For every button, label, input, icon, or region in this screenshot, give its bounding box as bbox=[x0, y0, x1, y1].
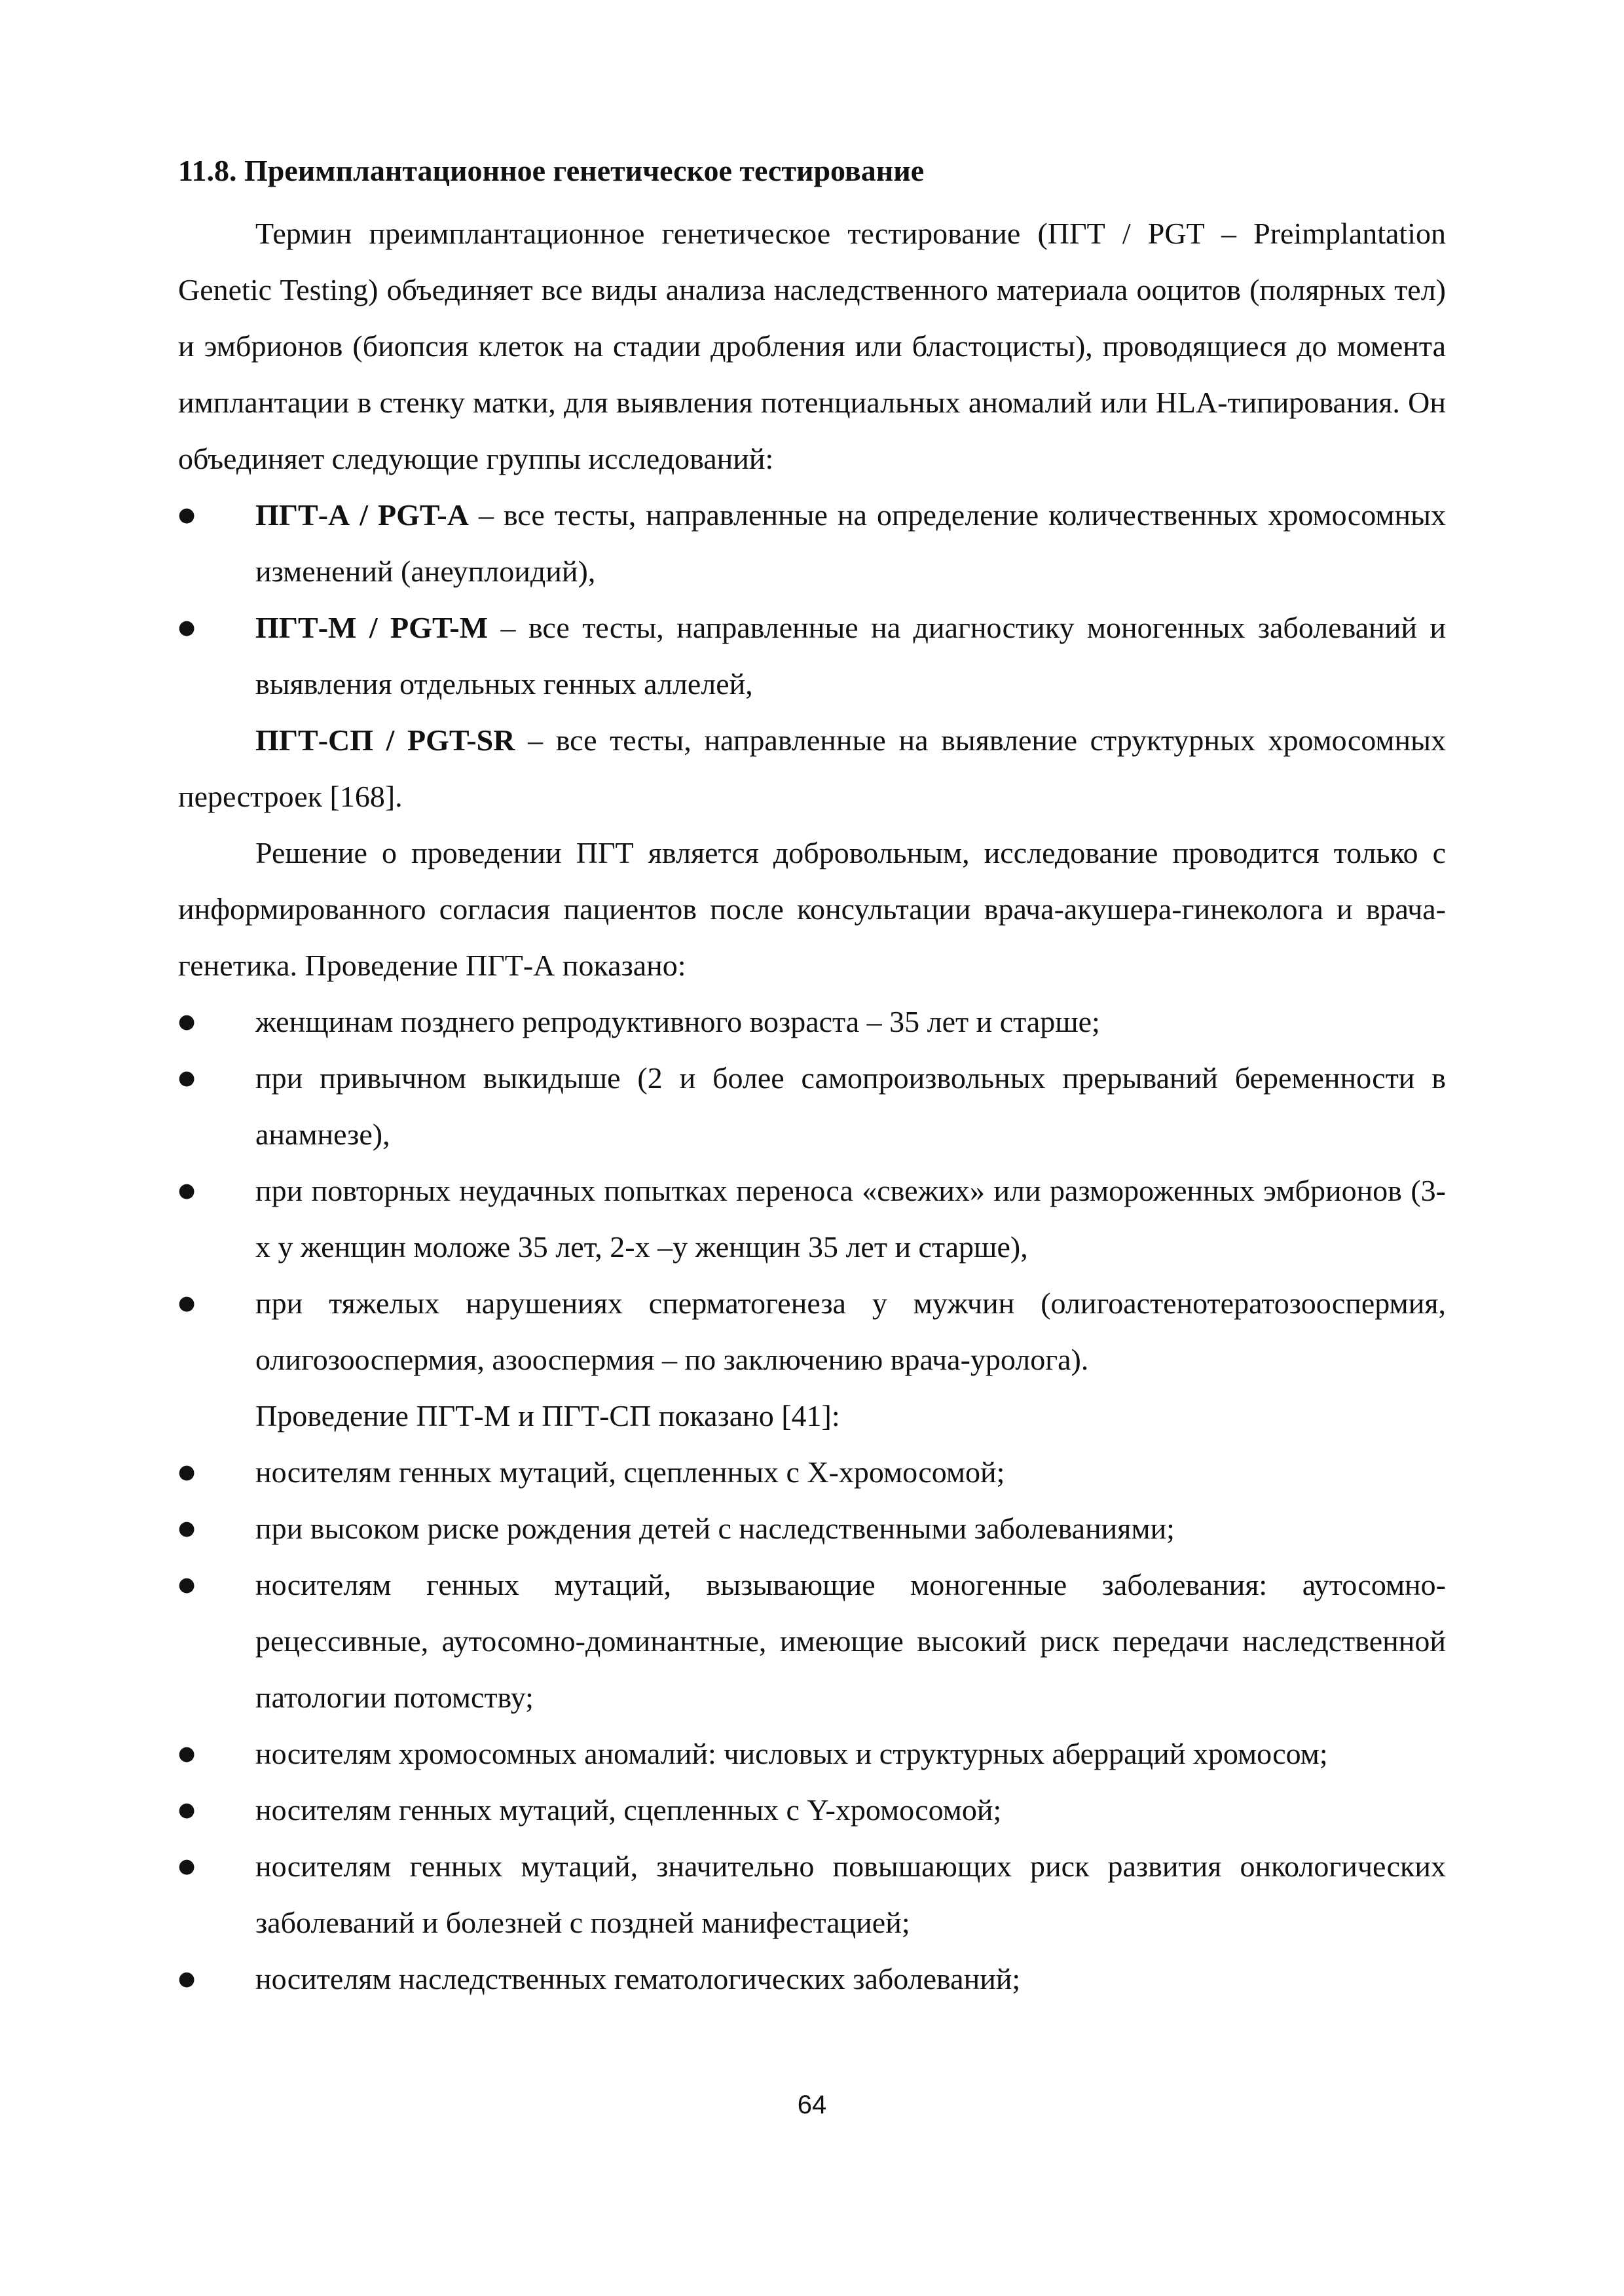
pgtm-indications-list bbox=[178, 1444, 1446, 2007]
list-item bbox=[178, 1782, 1446, 1838]
bullet-icon: ● bbox=[178, 1292, 196, 1315]
list-item bbox=[178, 1557, 1446, 1726]
list-item bbox=[178, 1838, 1446, 1951]
bullet-icon: ● bbox=[178, 1573, 196, 1596]
group-term: ПГТ-М / PGT-M bbox=[255, 611, 489, 644]
list-item bbox=[178, 1444, 1446, 1501]
group-term: ПГТ-А / PGT-A bbox=[255, 498, 469, 532]
list-item-text: носителям генных мутаций, значительно повышающих риск развития онкологических заболеваний и болезней с поздней манифестацией; bbox=[255, 1850, 1446, 1939]
list-item-text: женщинам позднего репродуктивного возраста – 35 лет и старше; bbox=[255, 1005, 1100, 1038]
list-item bbox=[178, 994, 1446, 1050]
bullet-icon: ● bbox=[178, 503, 196, 526]
section-heading: 11.8. Преимплантационное генетическое тестирование bbox=[178, 154, 925, 187]
bullet-icon: ● bbox=[178, 1798, 196, 1821]
sr-paragraph bbox=[178, 712, 1446, 825]
bullet-icon: ● bbox=[178, 1855, 196, 1878]
list-item bbox=[178, 1951, 1446, 2007]
intro-paragraph: Термин преимплантационное генетическое тестирование (ПГТ / PGT – Preimplantation Genetic Testing) объединяет все виды анализа наследственного материала ооцитов (полярных тел) и эмбрионов (биопсия клеток на стадии дробления или бластоцисты), проводящиеся до момента имплантации в стенку матки, для выявления потенциальных аномалий или HLA-типирования. Он объединяет следующие группы исследований: bbox=[178, 217, 1446, 475]
list-item-text: носителям наследственных гематологических заболеваний; bbox=[255, 1962, 1021, 1995]
group-text: – все тесты, направленные на определение количественных хромосомных изменений (анеуплоидий), bbox=[255, 498, 1446, 588]
list-item bbox=[178, 1275, 1446, 1388]
bullet-icon: ● bbox=[178, 1967, 196, 1990]
list-item-text: носителям генных мутаций, вызывающие моногенные заболевания: аутосомно-рецессивные, аутосомно-доминантные, имеющие высокий риск передачи наследственной патологии потомству; bbox=[255, 1568, 1446, 1714]
list-item-text: при повторных неудачных попытках переноса «свежих» или размороженных эмбрионов (3-х у женщин моложе 35 лет, 2-х –у женщин 35 лет и старше), bbox=[255, 1174, 1446, 1264]
group-text: – все тесты, направленные на выявление структурных хромосомных перестроек [168]. bbox=[178, 723, 1446, 813]
list-item bbox=[178, 1050, 1446, 1163]
list-item-text: носителям генных мутаций, сцепленных с Y-хромосомой; bbox=[255, 1793, 1002, 1827]
list-item bbox=[178, 1501, 1446, 1557]
list-item bbox=[178, 1726, 1446, 1782]
list-item bbox=[178, 600, 1446, 712]
bullet-icon: ● bbox=[178, 1517, 196, 1540]
list-item-text: при привычном выкидыше (2 и более самопроизвольных прерываний беременности в анамнезе), bbox=[255, 1061, 1446, 1151]
list-item bbox=[178, 1163, 1446, 1275]
bullet-icon: ● bbox=[178, 616, 196, 639]
list-item-text: при высоком риске рождения детей с наследственными заболеваниями; bbox=[255, 1512, 1175, 1545]
list-item-text: при тяжелых нарушениях сперматогенеза у мужчин (олигоастенотератозооспермия, олигозооспермия, азооспермия – по заключению врача-уролога). bbox=[255, 1286, 1446, 1376]
group-text: – все тесты, направленные на диагностику моногенных заболеваний и выявления отдельных генных аллелей, bbox=[255, 611, 1446, 701]
bullet-icon: ● bbox=[178, 1010, 196, 1033]
bullet-icon: ● bbox=[178, 1461, 196, 1484]
decision-paragraph: Решение о проведении ПГТ является добровольным, исследование проводится только с информированного согласия пациентов после консультации врача-акушера-гинеколога и врача-генетика. Проведение ПГТ-А показано: bbox=[178, 836, 1446, 982]
test-groups-list bbox=[178, 487, 1446, 712]
list-item bbox=[178, 487, 1446, 600]
page-number: 64 bbox=[797, 2090, 827, 2119]
bullet-icon: ● bbox=[178, 1742, 196, 1765]
bullet-icon: ● bbox=[178, 1066, 196, 1089]
document-page bbox=[178, 152, 1446, 2007]
list-item-text: носителям генных мутаций, сцепленных с Х-хромосомой; bbox=[255, 1455, 1005, 1489]
bullet-icon: ● bbox=[178, 1179, 196, 1202]
group-term: ПГТ-СП / PGT-SR bbox=[255, 723, 515, 757]
pgtm-intro: Проведение ПГТ-М и ПГТ-СП показано [41]: bbox=[255, 1399, 840, 1432]
pgta-indications-list bbox=[178, 994, 1446, 1388]
list-item-text: носителям хромосомных аномалий: числовых и структурных аберраций хромосом; bbox=[255, 1737, 1328, 1770]
